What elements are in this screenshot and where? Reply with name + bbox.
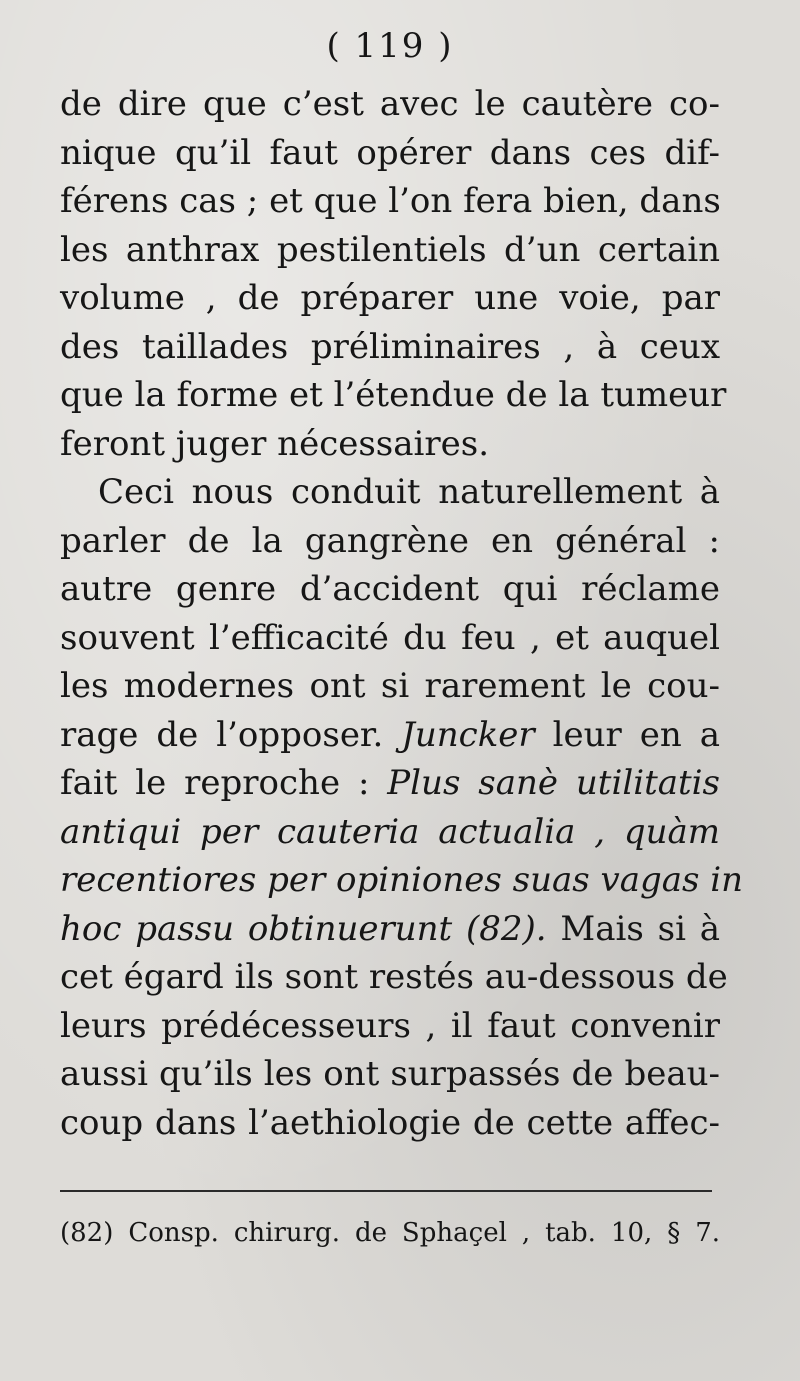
text-line: parler de la gangrène en général : (60, 520, 720, 561)
body-text (60, 80, 744, 1147)
latin-quote: recentiores per opiniones suas vagas in (60, 860, 744, 900)
text-line: leurs prédécesseurs , il faut convenir (60, 1005, 720, 1046)
text-segment: leur en a (534, 714, 721, 755)
text-line (60, 711, 720, 760)
footnote: (82) Consp. chirurg. de Sphaçel , tab. 10, § 7. (60, 1218, 720, 1248)
text-segment: fait le reproche : (60, 763, 388, 803)
footnote-separator (60, 1190, 712, 1192)
text-line: de dire que c’est avec le cautère co- (60, 84, 720, 124)
text-line (60, 905, 720, 954)
text-line: coup dans l’aethiologie de cette affec- (60, 1102, 720, 1143)
text-segment: Mais si à (546, 908, 720, 949)
text-line: cet égard ils sont restés au-dessous de (60, 957, 728, 997)
text-line: Ceci nous conduit naturellement à (98, 472, 720, 512)
text-line: nique qu’il faut opérer dans ces dif- (60, 132, 720, 173)
text-line (60, 856, 744, 905)
text-line: les anthrax pestilentiels d’un certain (60, 229, 720, 270)
latin-quote: hoc passu obtinuerunt (82). (60, 908, 547, 949)
page-number: ( 119 ) (326, 26, 454, 66)
latin-quote: antiqui per cauteria actualia , quàm (60, 811, 720, 852)
text-line: férens cas ; et que l’on fera bien, dans (60, 181, 721, 221)
text-line: volume , de préparer une voie, par (60, 278, 720, 318)
text-line (60, 759, 720, 808)
text-line: les modernes ont si rarement le cou- (60, 666, 720, 706)
text-line (60, 808, 720, 857)
author-name: Juncker (401, 714, 535, 755)
text-line: feront juger nécessaires. (60, 423, 490, 464)
text-line: autre genre d’accident qui réclame (60, 569, 720, 609)
text-line: que la forme et l’étendue de la tumeur (60, 375, 727, 415)
text-line: aussi qu’ils les ont surpassés de beau- (60, 1054, 720, 1094)
text-line: souvent l’efficacité du feu , et auquel (60, 617, 720, 658)
text-segment: rage de l’opposer. (60, 714, 402, 755)
latin-quote: Plus sanè utilitatis (387, 763, 720, 803)
text-line: des taillades préliminaires , à ceux (60, 326, 720, 367)
